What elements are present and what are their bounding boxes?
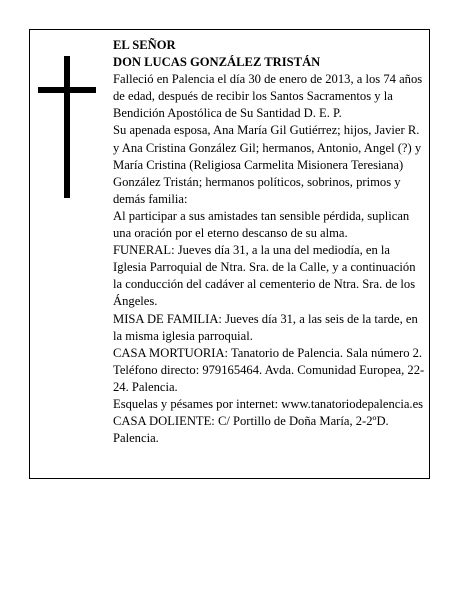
family-home-address: CASA DOLIENTE: C/ Portillo de Doña María, 2-2ºD. Palencia. [113,414,389,446]
heading-title: EL SEÑOR [113,38,176,52]
death-announcement: Falleció en Palencia el día 30 de enero de 2013, a los 74 años de edad, después de recibir los Santos Sacramentos y la Bendición Apostólica de Su Santidad D. E. P. [113,72,423,121]
family-mass-info: MISA DE FAMILIA: Jueves día 31, a las seis de la tarde, en la misma iglesia parroquial. [113,311,418,343]
cross-horizontal-bar [38,87,96,93]
prayer-request: Al participar a sus amistades tan sensible pérdida, suplican una oración por el eterno descanso de su alma. [113,208,410,241]
notice-text [113,37,425,447]
cross-vertical-bar [64,56,70,198]
cross-icon [38,56,96,198]
funeral-home-info: CASA MORTUORIA: Tanatorio de Palencia. Sala número 2. Teléfono directo: 979165464. Avda. Comunidad Europea, 22-24. Palencia. [113,345,425,394]
online-condolences: Esquelas y pésames por internet: www.tanatoriodepalencia.es [113,396,424,411]
funeral-info: FUNERAL: Jueves día 31, a la una del mediodía, en la Iglesia Parroquial de Ntra. Sra. de la Calle, y a continuación la conducción del cadáver al cementerio de Ntra. Sra. de los Ángeles. [113,243,416,309]
family-list: Su apenada esposa, Ana María Gil Gutiérrez; hijos, Javier R. y Ana Cristina González Gil; hermanos, Antonio, Angel (?) y María Cristina (Religiosa Carmelita Misionera Teresiana) González Tristán; hermanos políticos, sobrinos, primos y demás familia: [113,123,422,206]
deceased-name: DON LUCAS GONZÁLEZ TRISTÁN [113,55,321,70]
